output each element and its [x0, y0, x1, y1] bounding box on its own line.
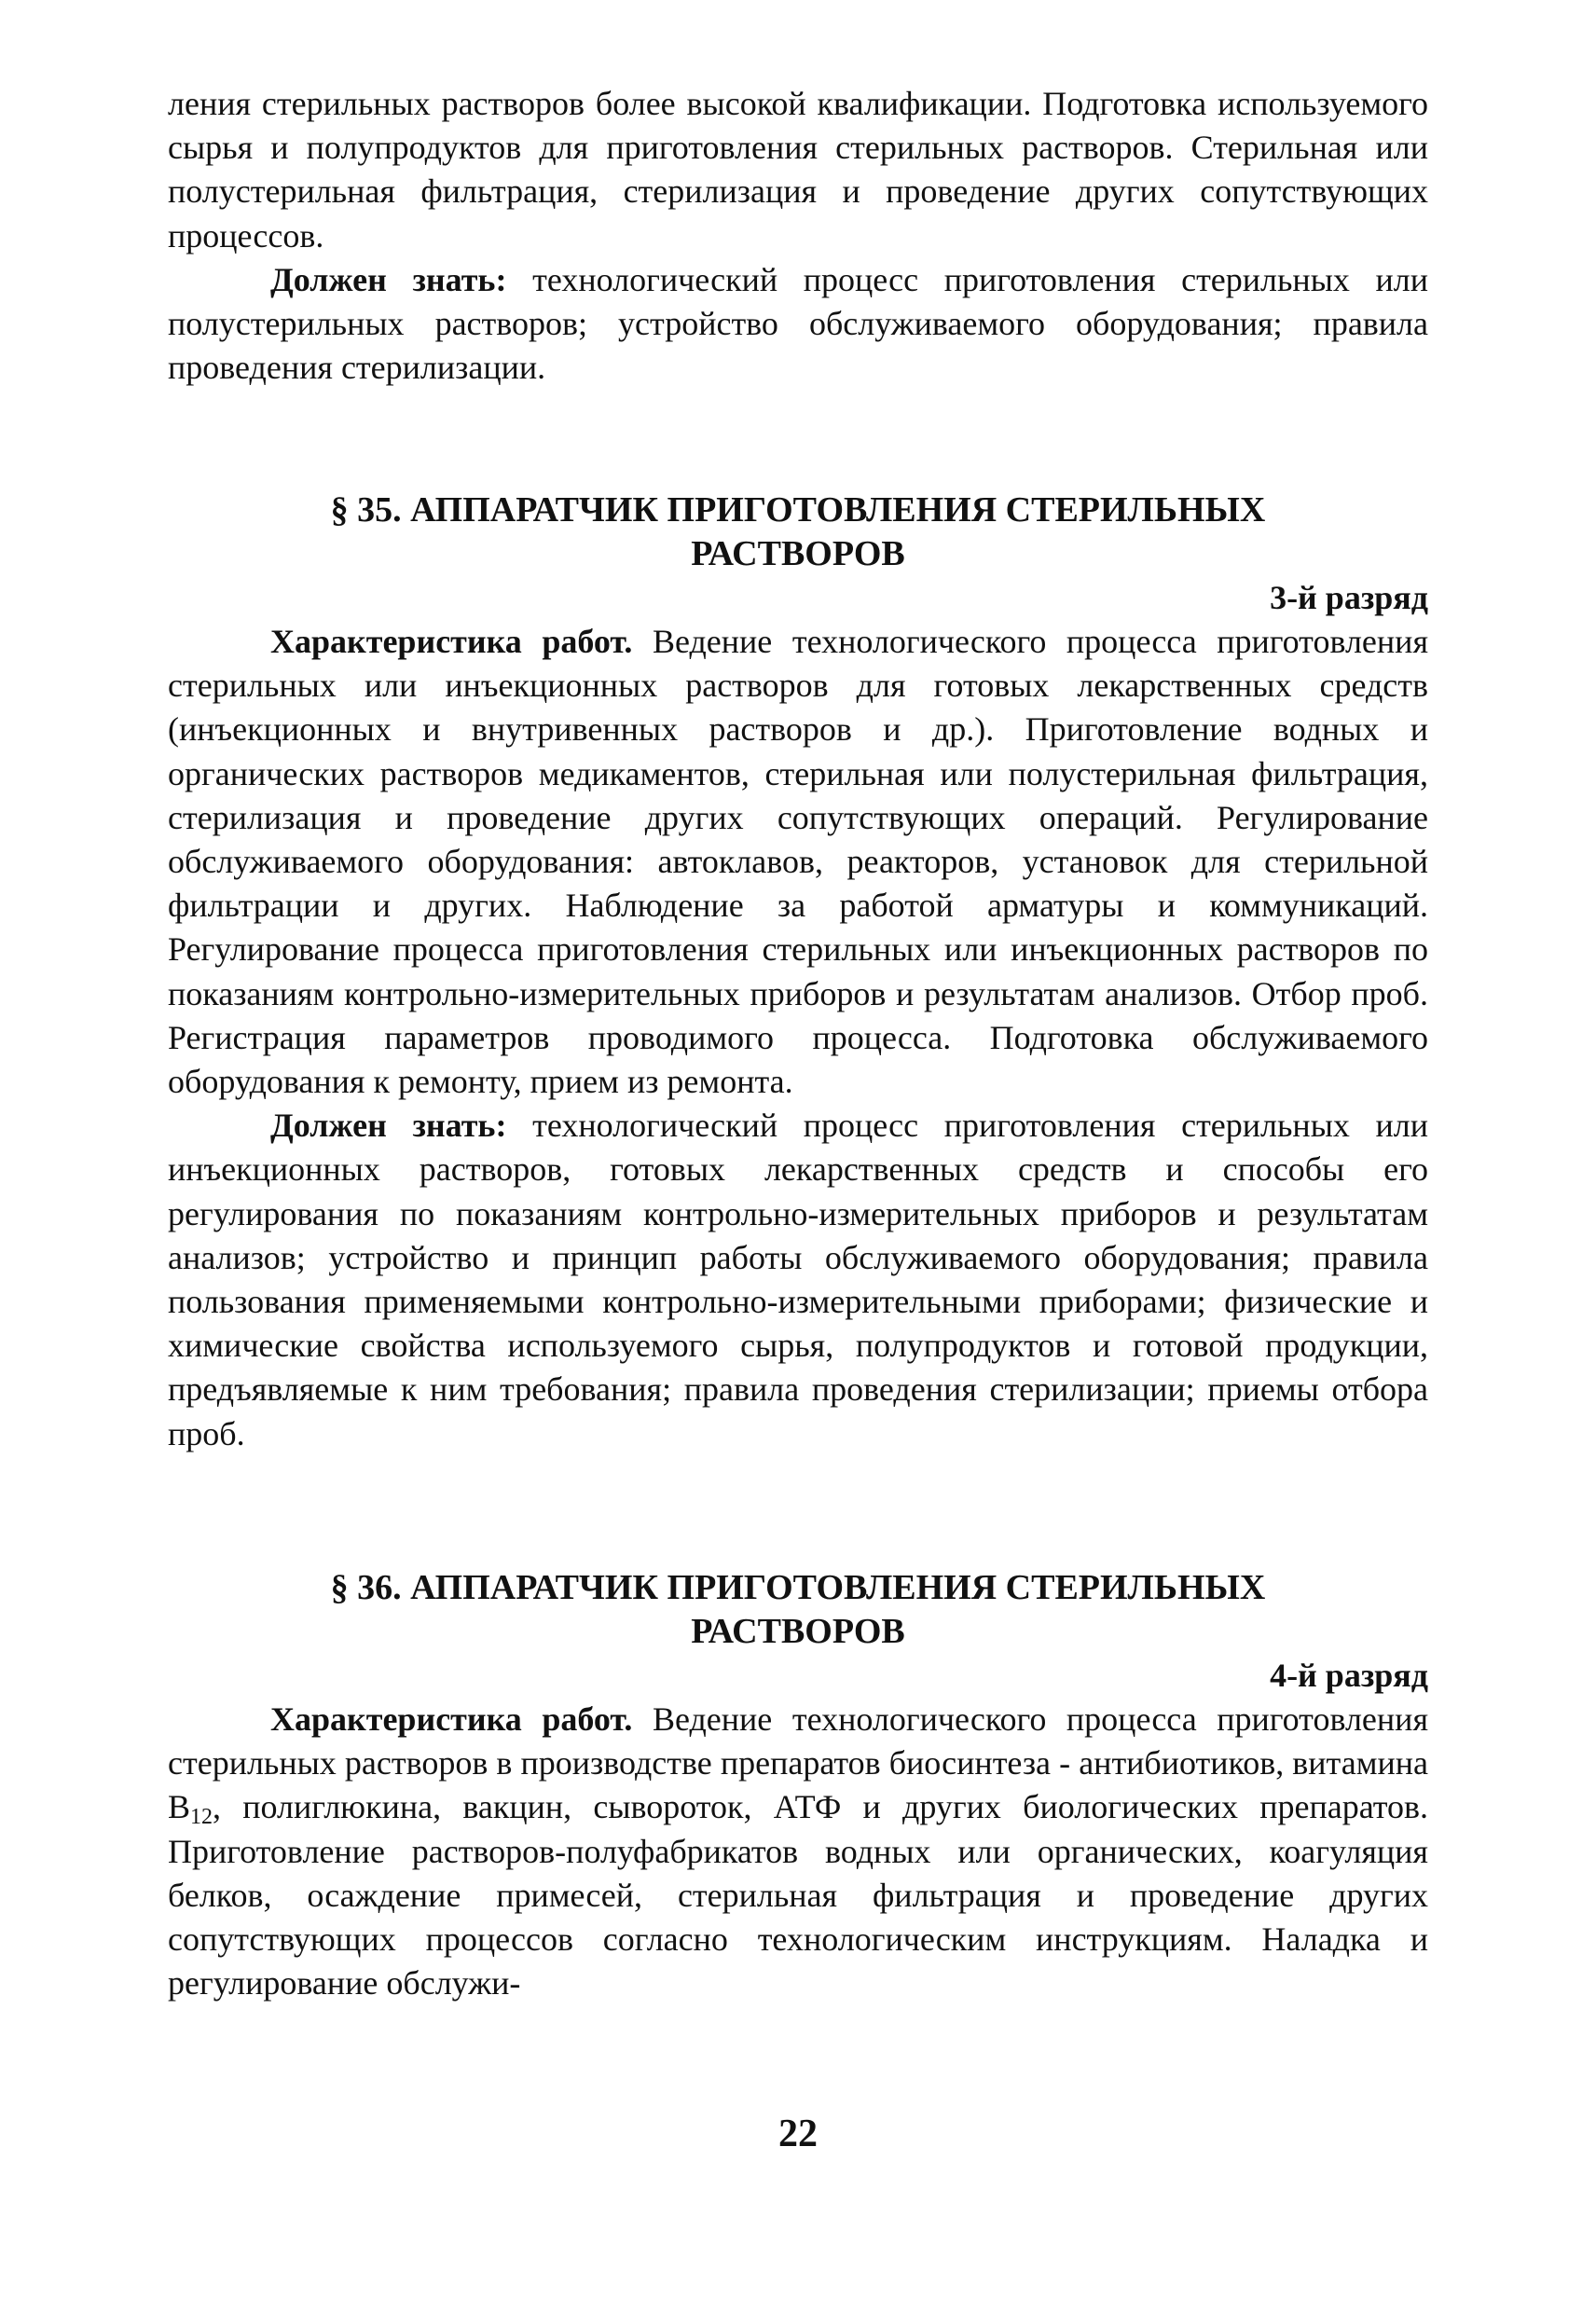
- know-text: технологический процесс приготовления стерильных или инъекционных растворов, готовых лекарственных средств и способы его регулирования по показаниям контрольно-измерительных приборов и результатам анализов; устройство и принцип работы обслуживаемого оборудования; правила пользования применяемыми контрольно-измерительными приборами; физические и химические свойства используемого сырья, полупродуктов и готовой продукции, предъявляемые к ним требования; правила проведения стерилизации; приемы отбора проб.: [168, 1107, 1429, 1452]
- know-label: Должен знать:: [270, 1107, 507, 1145]
- intro-block: [168, 82, 1428, 390]
- characteristics-text-part2: , полиглюкина, вакцин, сывороток, АТФ и других биологических препаратов. Приготовление растворов-полуфабрикатов водных или органических, коагуляция белков, осаждение примесей, стерильная фильтрация и проведение других сопутствующих процессов согласно технологическим инструкциям. Наладка и регулирование обслужи-: [168, 1788, 1428, 2002]
- page-number: 22: [778, 2112, 818, 2155]
- know-label: Должен знать:: [270, 260, 507, 298]
- section-35-title-line1: § 35. АППАРАТЧИК ПРИГОТОВЛЕНИЯ СТЕРИЛЬНЫХ: [330, 490, 1266, 530]
- section-36: [168, 1566, 1428, 2005]
- section-36-characteristics-paragraph: [168, 1698, 1428, 2005]
- vitamin-subscript: 12: [190, 1805, 213, 1830]
- section-36-title-line1: § 36. АППАРАТЧИК ПРИГОТОВЛЕНИЯ СТЕРИЛЬНЫХ: [330, 1568, 1266, 1607]
- characteristics-text: Ведение технологического процесса приготовления стерильных или инъекционных растворов для готовых лекарственных средств (инъекционных и внутривенных растворов и др.). Приготовление водных и органических растворов медикаментов, стерильная или полустерильная фильтрация, стерилизация и проведение других сопутствующих операций. Регулирование обслуживаемого оборудования: автоклавов, реакторов, установок для стерильной фильтрации и других. Наблюдение за работой арматуры и коммуникаций. Регулирование процесса приготовления стерильных или инъекционных растворов по показаниям контрольно-измерительных приборов и результатам анализов. Отбор проб. Регистрация параметров проводимого процесса. Подготовка обслуживаемого оборудования к ремонту, прием из ремонта.: [168, 623, 1428, 1101]
- section-35-characteristics-paragraph: [168, 620, 1428, 1104]
- characteristics-label: Характеристика работ.: [270, 623, 633, 660]
- section-35-title: [168, 489, 1428, 576]
- section-35-know-paragraph: [168, 1104, 1428, 1456]
- section-36-title: [168, 1566, 1428, 1654]
- section-36-title-line2: РАСТВОРОВ: [691, 1612, 905, 1651]
- characteristics-label: Характеристика работ.: [270, 1700, 633, 1738]
- know-text: технологический процесс приготовления стерильных или полустерильных растворов; устройство обслуживаемого оборудования; правила проведения стерилизации.: [168, 260, 1429, 387]
- intro-know-paragraph: [168, 258, 1428, 391]
- characteristics-text-part1: Ведение технологического процесса приготовления стерильных растворов в производстве препаратов биосинтеза - антибиотиков, витамина B: [168, 1700, 1428, 1826]
- section-35: [168, 489, 1428, 1456]
- section-36-rank: 4-й разряд: [1270, 1657, 1428, 1694]
- section-35-rank: 3-й разряд: [1270, 579, 1428, 616]
- section-35-title-line2: РАСТВОРОВ: [691, 534, 905, 573]
- intro-continuation-paragraph: ления стерильных растворов более высокой квалификации. Подготовка используемого сырья и полупродуктов для приготовления стерильных растворов. Стерильная или полустерильная фильтрация, стерилизация и проведение других сопутствующих процессов.: [168, 85, 1428, 255]
